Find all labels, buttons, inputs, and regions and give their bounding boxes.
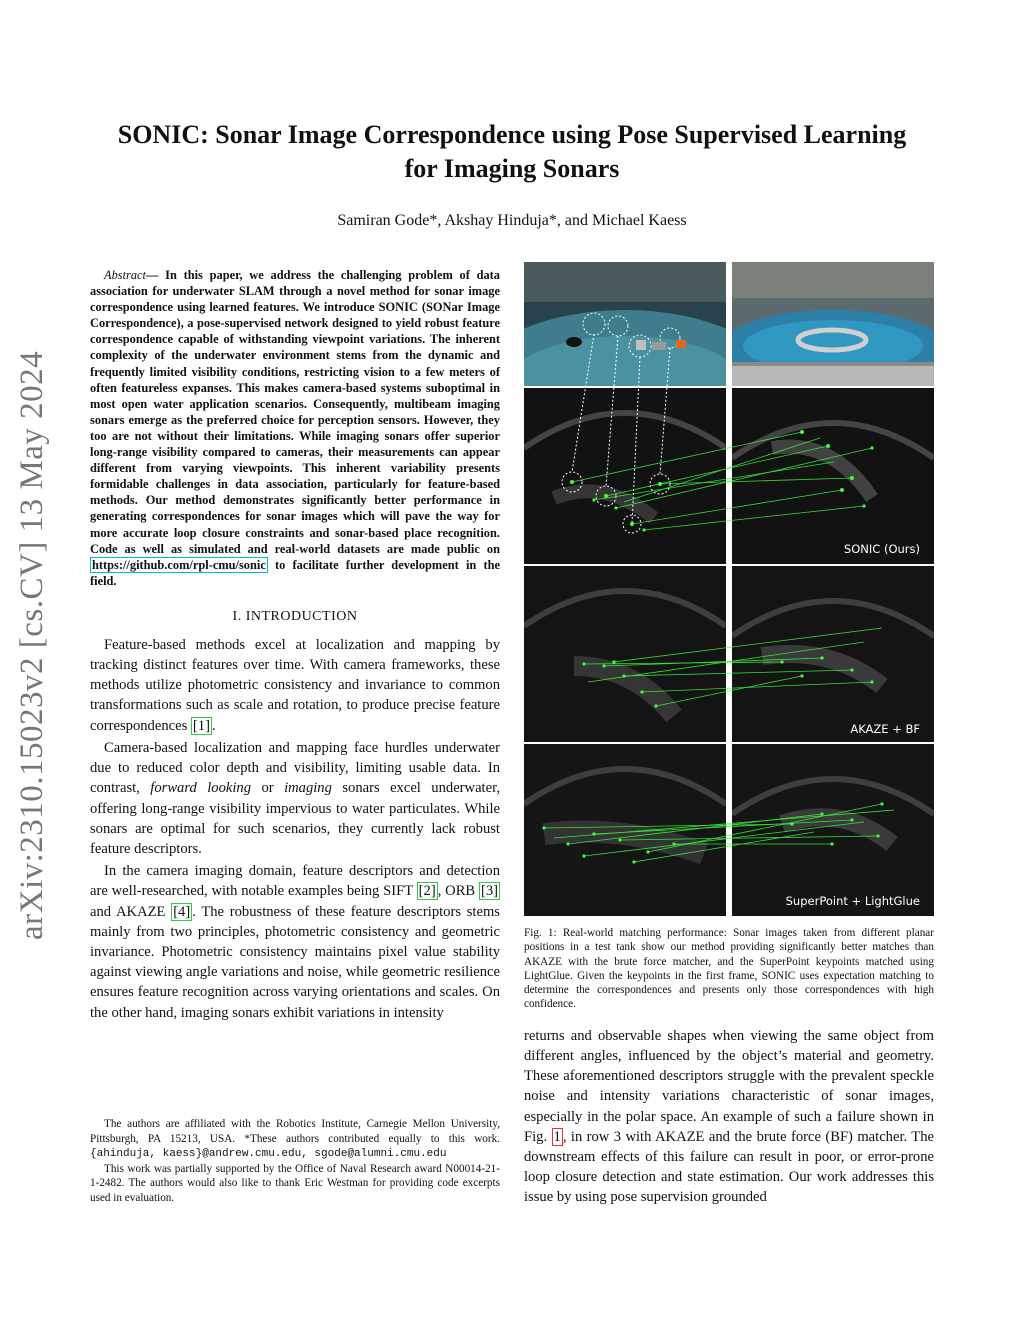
intro-paragraph-1 [90, 635, 500, 736]
section-heading: I. INTRODUCTION [232, 608, 358, 624]
label-superpoint: SuperPoint + LightGlue [785, 894, 920, 908]
label-sonic: SONIC (Ours) [843, 542, 920, 556]
intro-paragraph-2 [90, 738, 500, 859]
footnotes [90, 1117, 500, 1206]
left-column [90, 267, 500, 1023]
intro-p1-end: . [211, 717, 216, 734]
footnote-affiliation [90, 1117, 500, 1162]
paper-title [90, 118, 934, 186]
title-line-1: SONIC: Sonar Image Correspondence using Pose Supervised Learning [117, 120, 907, 149]
footnote-funding: This work was partially supported by the Office of Naval Research award N00014-21-1-2482. The authors would also like to thank Eric Westman for providing code excerpts used in evaluation. [90, 1162, 500, 1204]
match-lines-overlay [524, 262, 934, 916]
abstract-label: Abstract [104, 268, 146, 282]
intro-p2-emphasis-2: imaging [284, 780, 332, 797]
citation-1[interactable]: [1] [192, 717, 210, 734]
intro-p1-text: Feature-based methods excel at localization and mapping by tracking distinct features over time. With camera frameworks, these methods utilize photometric consistency and invariance to common transformations such as scale and rotation, to produce precise feature correspondences [90, 636, 500, 734]
intro-p3-text-c: and AKAZE [90, 903, 172, 920]
citation-4[interactable]: [4] [173, 903, 191, 920]
abstract-text: — In this paper, we address the challenging problem of data association for underwater SLAM through a novel method for sonar image correspondence using learned features. We introduce SONIC (SONar Image Correspondence), a pose-supervised network designed to yield robust feature correspondence capable of withstanding viewpoint variations. The inherent complexity of the underwater environment stems from the dynamic and frequently limited visibility conditions, restricting vision to a few meters of often featureless expanses. This makes camera-based systems suboptimal in most open water application scenarios. Consequently, multibeam imaging sonars emerge as the preferred choice for perception sensors. However, they too are not without their limitations. While imaging sonars offer superior long-range visibility compared to cameras, their measurements can appear different from varying viewpoints. This inherent variability presents formidable challenges in data association, particularly for feature-based methods. Our method demonstrates significantly better performance in generating correspondences for sonar images which will pave the way for more accurate loop closure constraints and sonar-based place recognition. Code as well as simulated and real-world datasets are made public on [90, 268, 500, 556]
right-body-text-end: , in row 3 with AKAZE and the brute force (BF) matcher. The downstream effects of this failure can result in poor, or error-prone loop closure detection and state estimation. Our work addresses this issue by using pose supervision grounded [524, 1128, 934, 1206]
intro-p2-text: Camera-based localization and mapping face hurdles underwater due to reduced color depth and visibility, limiting usable data. In contrast, [90, 739, 500, 797]
abstract [90, 267, 500, 589]
citation-3[interactable]: [3] [480, 883, 499, 900]
intro-p2-end: sonars excel underwater, offering long-range visibility impervious to water particulates. While sonars are optimal for such scenarios, they currently lack robust feature descriptors. [90, 780, 501, 857]
footnote-emails: {ahinduja, kaess}@andrew.cmu.edu, sgode@alumni.cmu.edu [90, 1148, 447, 1161]
figure-1 [524, 262, 934, 916]
citation-2[interactable]: [2] [418, 883, 436, 900]
abstract-text-end: to facilitate further development in the field. [90, 557, 500, 588]
intro-p2-emphasis-1: forward looking [150, 780, 252, 797]
right-body [524, 1026, 934, 1208]
intro-p2-mid: or [251, 780, 285, 797]
author-list: Samiran Gode*, Akshay Hinduja*, and Michael Kaess [337, 212, 687, 229]
right-body-paragraph [524, 1026, 934, 1208]
intro-paragraph-3 [90, 861, 500, 1023]
intro-p3-text-d: . The robustness of these feature descriptors stems mainly from two principles, photometric consistency and geometric invariance. Photometric consistency maintains pixel value stability against viewing angle variations and noise, while geometric resilience ensures feature recognition across varying orientations and scales. On the other hand, imaging sonars exhibit variations in intensity [90, 903, 500, 1021]
arxiv-identifier: arXiv:2310.15023v2 [cs.CV] 13 May 2024 [14, 350, 50, 940]
github-link[interactable]: https://github.com/rpl-cmu/sonic [92, 557, 266, 572]
footnote-affiliation-text: The authors are affiliated with the Robotics Institute, Carnegie Mellon University, Pittsburgh, PA 15213, USA. *These authors contributed equally to this work. [90, 1118, 500, 1145]
intro-p3-text: In the camera imaging domain, feature descriptors and detection are well-researched, with notable examples being SIFT [90, 863, 500, 900]
figure-reference[interactable]: 1 [553, 1128, 561, 1145]
title-line-2: for Imaging Sonars [404, 154, 620, 183]
intro-p3-text-b: , ORB [437, 883, 479, 900]
right-column [524, 262, 934, 1208]
right-body-text: returns and observable shapes when viewing the same object from different angles, influenced by the object’s material and geometry. These aforementioned descriptors struggle with the prevalent speckle noise and intensity variations characteristic of sonar images, especially in the polar space. An example of such a failure shown in Fig. [524, 1027, 934, 1145]
figure-caption: Fig. 1: Real-world matching performance: Sonar images taken from different planar positions in a test tank show our method providing significantly better matches than AKAZE with the brute force matcher, and the SuperPoint keypoints matched using LightGlue. Given the keypoints in the first frame, SONIC uses expectation matching to determine the correspondences and presents only those correspondences with high confidence. [524, 927, 934, 1011]
label-akaze: AKAZE + BF [850, 722, 920, 736]
